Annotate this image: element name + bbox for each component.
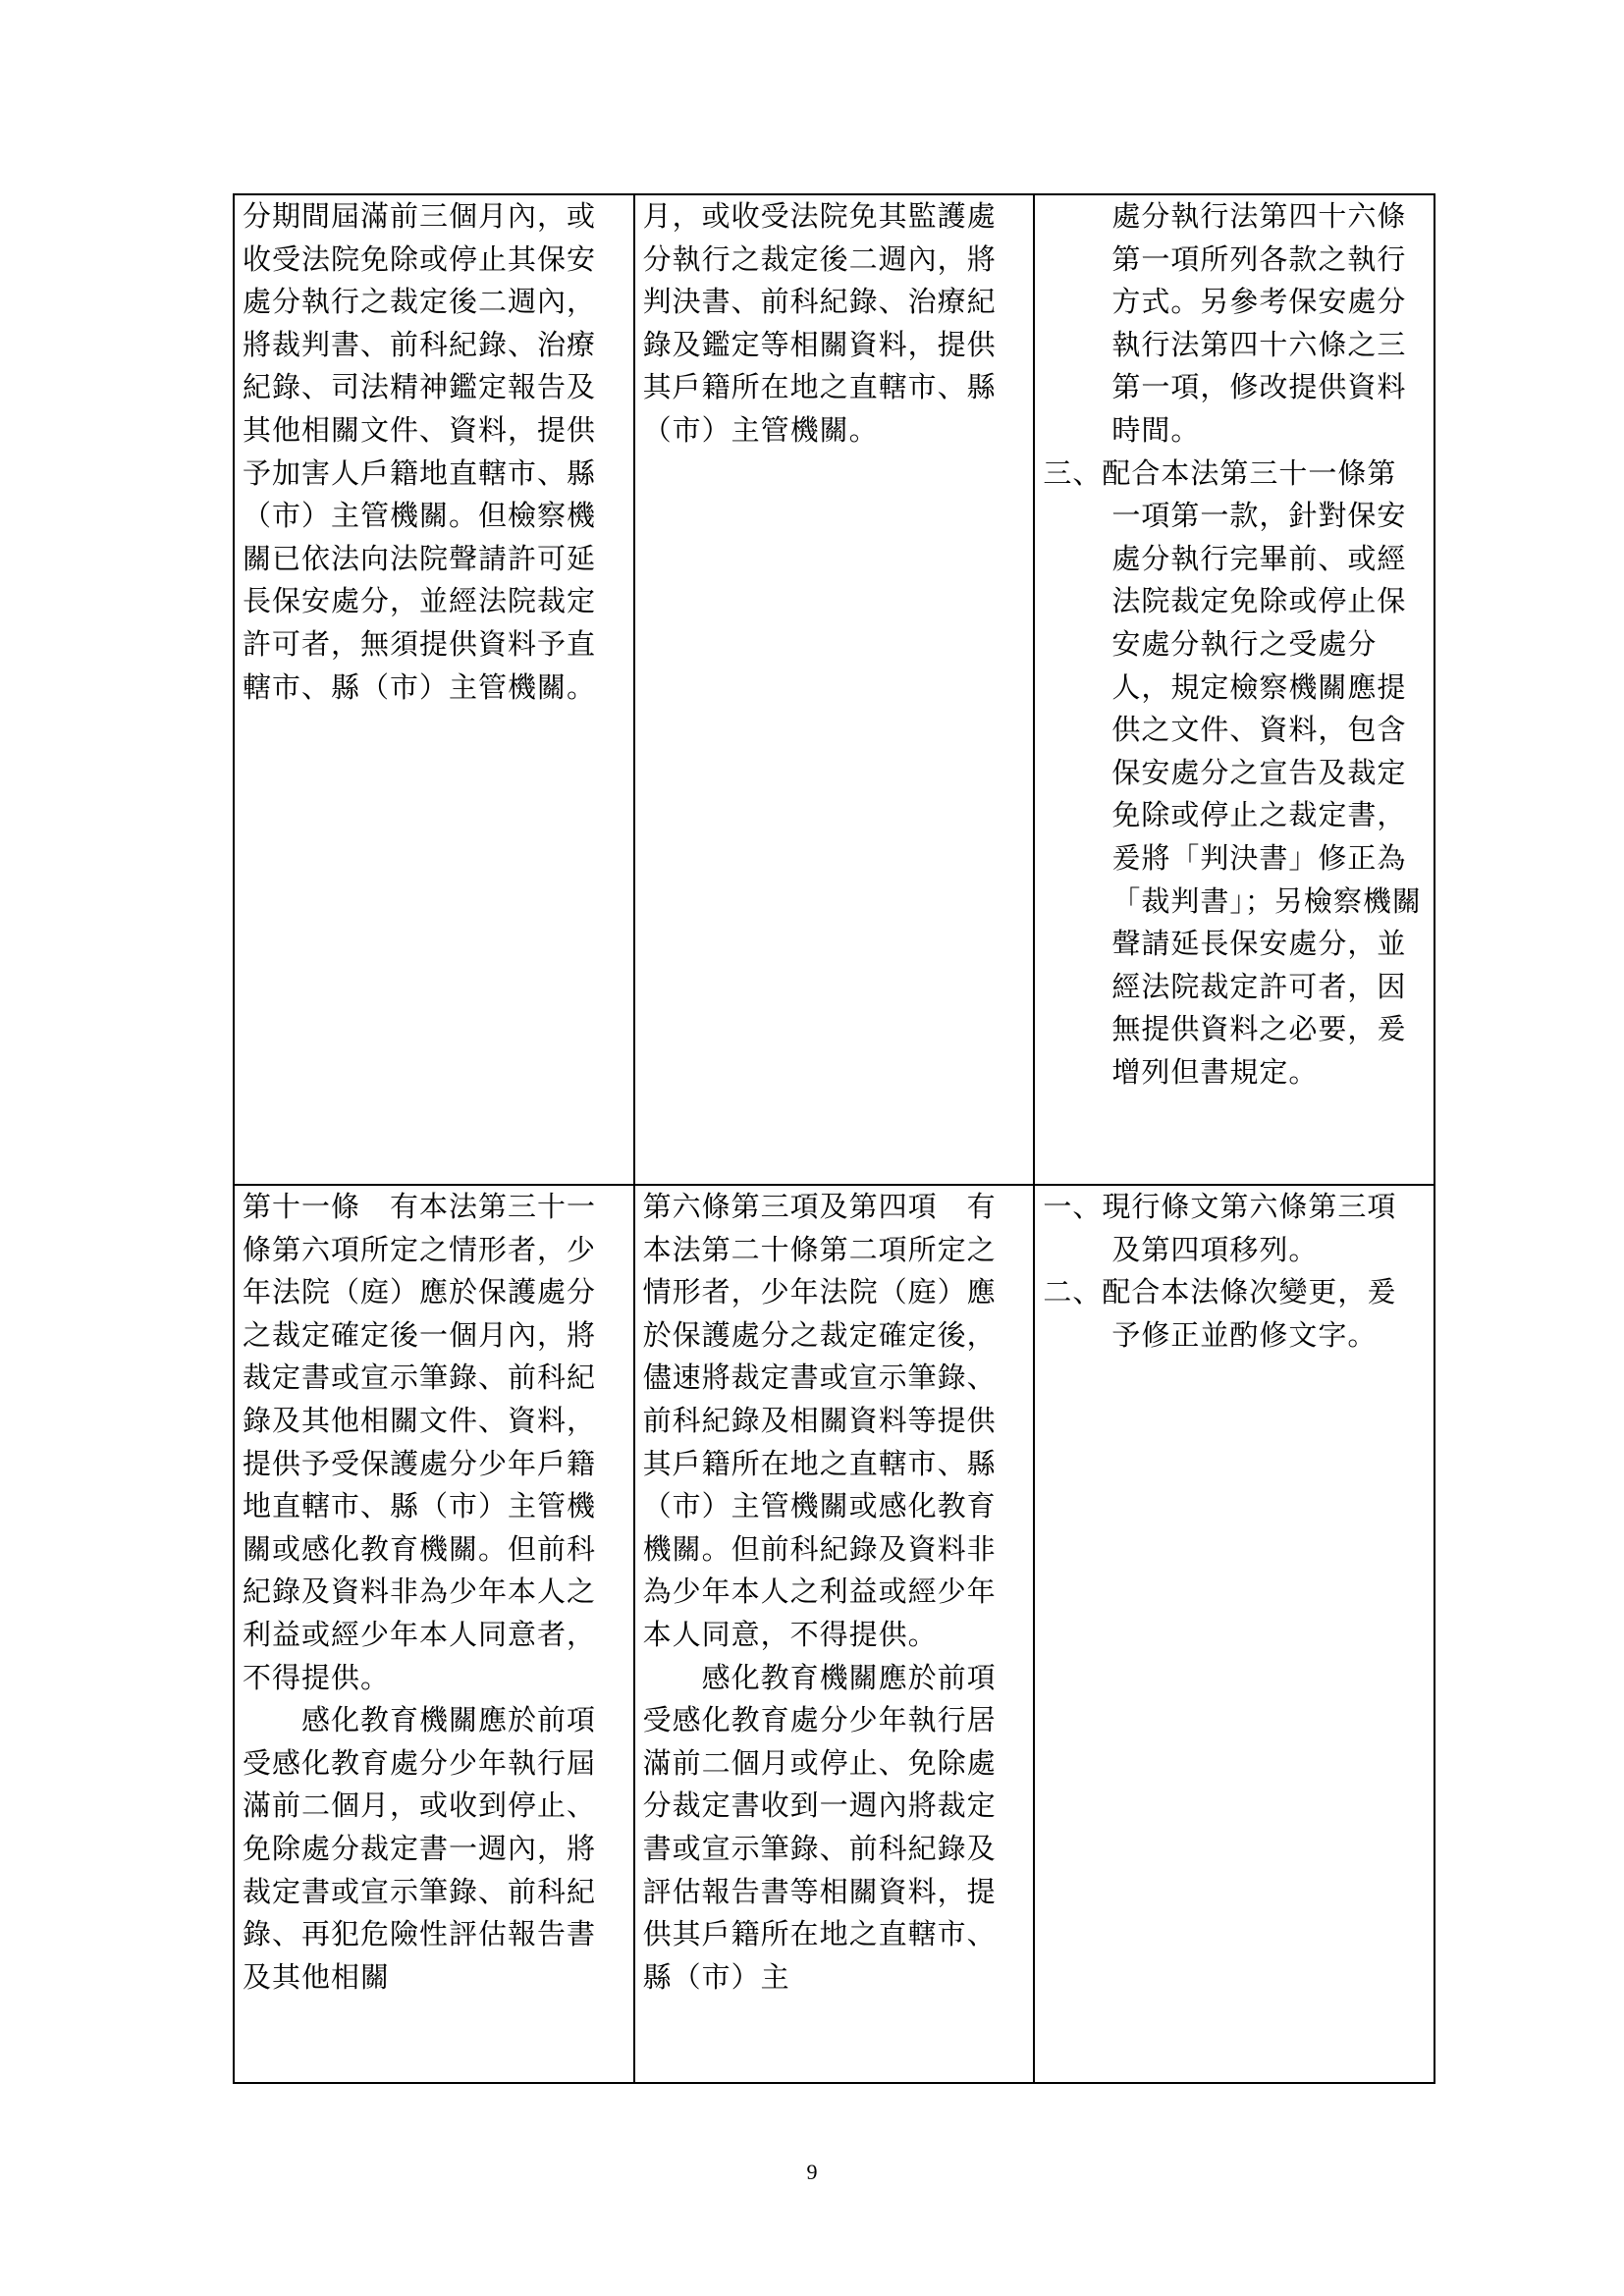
- explanation-cell: [1034, 194, 1435, 1185]
- explanation-item-1: 一、現行條文第六條第三項及第四項移列。: [1043, 1190, 1397, 1266]
- amended-text: 分期間屆滿前三個月內，或收受法院免除或停止其保安處分執行之裁定後二週內，將裁判書、前科紀錄、治療紀錄、司法精神鑑定報告及其他相關文件、資料，提供予加害人戶籍地直轄市、縣（市）主管機關。但檢察機關已依法向法院聲請許可延長保安處分，並經法院裁定許可者，無須提供資料予直轄市、縣（市）主管機關。: [243, 199, 597, 704]
- current-article-6-para4: 感化教育機關應於前項受感化教育處分少年執行居滿前二個月或停止、免除處分裁定書收到一週內將裁定書或宣示筆錄、前科紀錄及評估報告書等相關資料，提供其戶籍所在地之直轄市、縣（市）主: [642, 1660, 997, 1994]
- amended-article-11: 第十一條 有本法第三十一條第六項所定之情形者，少年法院（庭）應於保護處分之裁定確定後一個月內，將裁定書或宣示筆錄、前科紀錄及其他相關文件、資料，提供予受保護處分少年戶籍地直轄市、縣（市）主管機關或感化教育機關。但前科紀錄及資料非為少年本人之利益或經少年本人同意者，不得提供。: [243, 1190, 597, 1694]
- explanation-item-3: 三、配合本法第三十一條第一項第一款，針對保安處分執行完畢前、或經法院裁定免除或停止保安處分執行之受處分人，規定檢察機關應提供之文件、資料，包含保安處分之宣告及裁定免除或停止之裁定書，爰將「判決書」修正為「裁判書」；另檢察機關聲請延長保安處分，並經法院裁定許可者，因無提供資料之必要，爰增列但書規定。: [1043, 455, 1422, 1089]
- current-text-cell: [634, 1185, 1035, 2083]
- comparison-table: [233, 193, 1435, 2084]
- current-text-cell: [634, 194, 1035, 1185]
- table-row: [234, 194, 1435, 1185]
- table-row: [234, 1185, 1435, 2083]
- current-text: 月，或收受法院免其監護處分執行之裁定後二週內，將判決書、前科紀錄、治療紀錄及鑑定等相關資料，提供其戶籍所在地之直轄市、縣（市）主管機關。: [642, 199, 997, 447]
- amended-text-cell: [234, 194, 634, 1185]
- page-number: 9: [806, 2160, 818, 2184]
- amended-text-cell: [234, 1185, 634, 2083]
- explanation-continued: 處分執行法第四十六條第一項所列各款之執行方式。另參考保安處分執行法第四十六條之三第一項，修改提供資料時間。: [1111, 199, 1407, 447]
- current-article-6: 第六條第三項及第四項 有本法第二十條第二項所定之情形者，少年法院（庭）應於保護處分之裁定確定後，儘速將裁定書或宣示筆錄、前科紀錄及相關資料等提供其戶籍所在地之直轄市、縣（市）主管機關或感化教育機關。但前科紀錄及資料非為少年本人之利益或經少年本人同意，不得提供。: [642, 1190, 997, 1651]
- explanation-cell: [1034, 1185, 1435, 2083]
- explanation-item-2: 二、配合本法條次變更，爰予修正並酌修文字。: [1043, 1275, 1397, 1352]
- amended-article-11-para2: 感化教育機關應於前項受感化教育處分少年執行屆滿前二個月，或收到停止、免除處分裁定書一週內，將裁定書或宣示筆錄、前科紀錄、再犯危險性評估報告書及其他相關: [243, 1703, 597, 1994]
